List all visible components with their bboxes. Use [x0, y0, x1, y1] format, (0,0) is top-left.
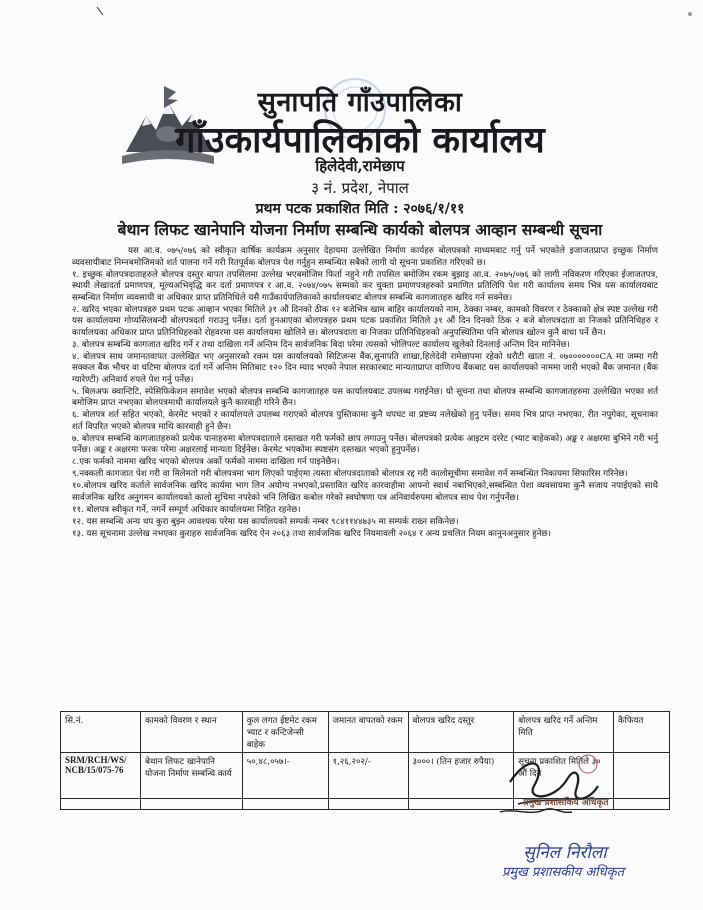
clause-9: ९.नक्कली कागजात पेश गरी वा मिलेमतो गरी बोलपत्रमा भाग लिएको पाईएमा त्यस्ता बोलपत्रदाताको बोलपत्र रद्द गरी कालोसूचीमा समावेश गर्न सम्बन्धित निकायमा सिफारिस गरिनेछ। [72, 469, 628, 479]
cell-bid-security: १,२६,२०२/- [328, 753, 408, 799]
clause-1: १. इच्छुक बोलपत्रदाताहरुले बोलपत्र दस्तुर बापत तपसिलमा उल्लेख भएबमोजिम फिर्ता नहुने गरी तपसिल बमोजिम रकम बुझाइ आ.व. २०७५/०७६ को लागी नविकरण गरिएका ईजाजतपत्र, स्थायी लेखादर्ता प्रमाणपत्र, मूल्यअभिवृद्धि कर दर्ता प्रमाणपत्र र आ.व. २०७४/०७५ सम्मको कर चुक्ता प्रमाणपत्रहरुको प्रमाणित प्रतिलिपि पेश गरी कार्यालय समय भित्र यस कार्यालयबाट सम्बन्धित निर्माण व्यवसायी वा अधिकार प्राप्त प्रतिनिधिले यसै गाउँकार्यपालिकाको कार्यालयबाट बोलपत्र सम्बन्धि कागजातहरु खरिद गर्न सक्नेछ। [72, 269, 658, 303]
header-bid-fee: बोलपत्र खरिद दस्तुर [408, 712, 514, 753]
clause-11: ११. बोलपत्र स्वीकृत गर्ने, नगर्ने सम्पूर्ण अधिकार कार्यालयमा निहित रहनेछ। [72, 504, 301, 515]
stamp-title: प्रमुख प्रशासकिय अधिकृत [523, 798, 609, 808]
header-description: कामको विवरण र स्थान [140, 712, 242, 753]
clause-2: २. खरिद भएका बोलपत्रहरु प्रथम पटक आव्हान भएका मितिले ३१ औं दिनको ठीक १२ बजेभित्र खाम बाहिर कार्यालयको नाम, ठेक्का नम्बर, कामको विवरण र ठेक्काको क्षेत्र स्पष्ट उल्लेख गरी यस कार्यालयमा गोप्यसिलबन्दी बोलपत्रदर्ता गराउनु पर्नेछ। दर्ता हुनआएका बोलपत्रहरु प्रथम पटक प्रकाशित मितिले ३१ औं दिन दिनको ठिक २ बजे बोलपत्रदाता वा निजको प्रतिनिधिहरु र कार्यालयका अधिकार प्राप्त प्रतिनिधिहरुको रोहवरमा यस कार्यालयमा खोलिने छ। बोलपत्रदाता वा निजका प्रतिनिधिहरुको अनुपस्थितिमा पनि बोलपत्र खोल्न कुनै बाधा पर्ने छैन। [72, 304, 658, 338]
notice-title: बेथान लिफट खानेपानि योजना निर्माण सम्बन्धि कार्यको बोलपत्र आव्हान सम्बन्धी सूचना [117, 220, 603, 239]
signer-title: प्रमुख प्रशासकीय अधिकृत [501, 865, 625, 880]
pen-mark-icon [96, 6, 104, 16]
clause-6: ६. बोलपत्र शर्त सहित भएको, केरमेट भएको र कार्यालयले उपलब्ध गराएको बोलपत्र पुस्तिकामा कुनै थपघट वा प्रष्टव्य नलेखेको हुनु पर्नेछ। समय भित्र प्राप्त नभएका, रीत नपुगेका, सूचनाका शर्त विपरित भएको बोलपत्र माथि कारवाही हुने छैन। [72, 410, 658, 432]
clause-12: १२. यस सम्बन्धि अन्य थप कुरा बुझ्न आवश्यक परेमा यस कार्यालयको सम्पर्क नम्बर ९८४११४४७३५ मा सम्पर्क राख्न सकिनेछ। [72, 516, 459, 527]
header-remarks: कैफियत [614, 712, 670, 753]
header-serial: सि.नं. [61, 712, 141, 753]
clause-5: ५. बिलअफ क्वान्टिटि, स्पेसिफिकेशन समावेश भएको बोलपत्र सम्बन्धि कागजातहरु यस कार्यालयबाट उपलब्ध गराईनेछ। यो सूचना तथा बोलपत्र सम्बन्धि कागजातहरुमा उल्लेखित भएका शर्त बमोजिम प्राप्त नभएका बोलपत्रमाथी कार्यालयले कुनै कारवाही गरिने छैन। [72, 386, 658, 408]
office-name: गाँउकार्यपालिकाको कार्यालय [175, 119, 545, 161]
cell-deadline: सूचना प्रकाशित मितिले ३० औं दिन [514, 753, 614, 799]
clause-13: १३. यस सूचनामा उल्लेख नभएका कुराहरु सार्वजनिक खरिद ऐन २०६३ तथा सार्वजनिक खरिद नियमावली २०६४ र अन्य प्रचलित नियम कानुनअनुसार हुनेछ। [72, 528, 551, 539]
clause-7: ७. बोलपत्र सम्बन्धि कागजातहरुको प्रत्येक पानाहरुमा बोलपत्रदाताले दस्तखत गरी फर्मको छाप लगाउनु पर्नेछ। बोलपत्रको प्रत्येक आइटम दररेट (भ्याट बाहेकको) अङ्क र अक्षरमा बुभिने गरी भर्नु पर्नेछ। अङ्क र अक्षरमा फरक परेमा अक्षरलाई मान्यता दिईनेछ। केरमेट भएकोमा स्पष्टसंग दस्तखत भएको हुनुपर्नेछ। [72, 433, 658, 455]
signer-name: सुनिल निरौला [523, 843, 607, 863]
clause-4: ४. बोलपत्र साथ जमानतवापत उल्लेखित भए अनुसारको रकम यस कार्यालयको सिटिजन्स बैंक,सुनापति शाखा,हिलेदेवी रामेछापमा रहेको धरौटी खाता नं. ०७०००००००CA मा जम्मा गरी सक्कल बैंक भौचर वा घटिमा बोलपत्र दर्ता गर्ने अन्तिम मितिबाट १२० दिन म्याद भएको नेपाल सरकारबाट मान्यताप्राप्त वाणिज्य बैंकबाट यस कार्यालयको नाममा जारी भएको बैंक जमानत (बैंक ग्यारेण्टी) अनिवार्य रुपले पेश गर्नु पर्नेछ। [72, 351, 658, 385]
intro-paragraph: यस आ.व. ०७५/०७६ को स्वीकृत वार्षिक कार्यक्रम अनुसार देहायमा उल्लेखित निर्माण कार्यहरु बोलपत्रको माध्यमबाट गर्नु पर्ने भएकोले इजाजतप्राप्त इच्छुक निर्माण व्यवसायीबाट निम्नबमोजिमको शर्त पालना गर्ने गरी रितपूर्वक बोलपत्र पेश गर्नुहुन सम्बन्धित सबैको लागी यो सूचना प्रकाशित गरिएको छ। [72, 246, 658, 268]
handwritten-signature [470, 742, 620, 838]
clause-3: ३. बोलपत्र सम्बन्धि कागजात खरिद गर्ने र तथा दाखिला गर्ने अन्तिम दिन सार्वजनिक बिदा परेमा त्यसको भोलिपल्ट कार्यालय खुलेको दिनलाई अन्तिम दिन मानिनेछ। [72, 339, 570, 350]
cell-estimate: ५०,४८,०५७।- [242, 753, 328, 799]
municipality-name: सुनापति गाँउपालिका [257, 87, 463, 118]
cell-contract-id: SRM/RCH/WS/ NCB/15/075-76 [61, 753, 141, 799]
office-location: हिलेदेवी,रामेछाप [315, 157, 405, 175]
notice-body [72, 246, 658, 541]
header-estimate: कुल लगत ईष्टमेट रकम भ्याट र कन्टिजेन्सी बाहेक [242, 712, 328, 753]
publication-date: प्रथम पटक प्रकाशित मिति : २०७६/१/११ [255, 201, 465, 217]
header-bid-security: जमानत बापतको रकम [328, 712, 408, 753]
clause-10: १०.बोलपत्र खरिद कर्ताले सार्वजनिक खरिद कार्यमा भाग लिन अयोग्य नभएको,प्रस्तावित खरिद कारवाहीमा आफ्नो स्वार्थ नबाभिएको,सम्बन्धित पेशा व्यवसायमा कुनै सजाय नपाईएको साथै सार्वजनिक खरिद अनुगमन कार्यालयको कालो सुचिमा नपरेको भनि लिखित कबोल गरेको स्वघोषणा पत्र अनिवार्यरुपमा बोलपत्र साथ पेश गर्नुपर्नेछ। [72, 481, 658, 503]
province-line: ३ नं. प्रदेश, नेपाल [311, 179, 409, 197]
header-deadline: बोलपत्र खरिद गर्ने अन्तिम मिति [514, 712, 614, 753]
cell-description: बेथान लिफट खानेपानि योजना निर्माण सम्बन्धि कार्य [140, 753, 242, 799]
dot-mark [688, 12, 692, 16]
cell-bid-fee: ३०००। (तिन हजार रुपैया) [408, 753, 514, 799]
cell-remarks [614, 753, 670, 799]
clause-8: ८.एक फर्मको नाममा खरिद भएको बोलपत्र अर्को फर्मको नाममा दाखिला गर्न पाइनेछैन। [72, 457, 340, 467]
